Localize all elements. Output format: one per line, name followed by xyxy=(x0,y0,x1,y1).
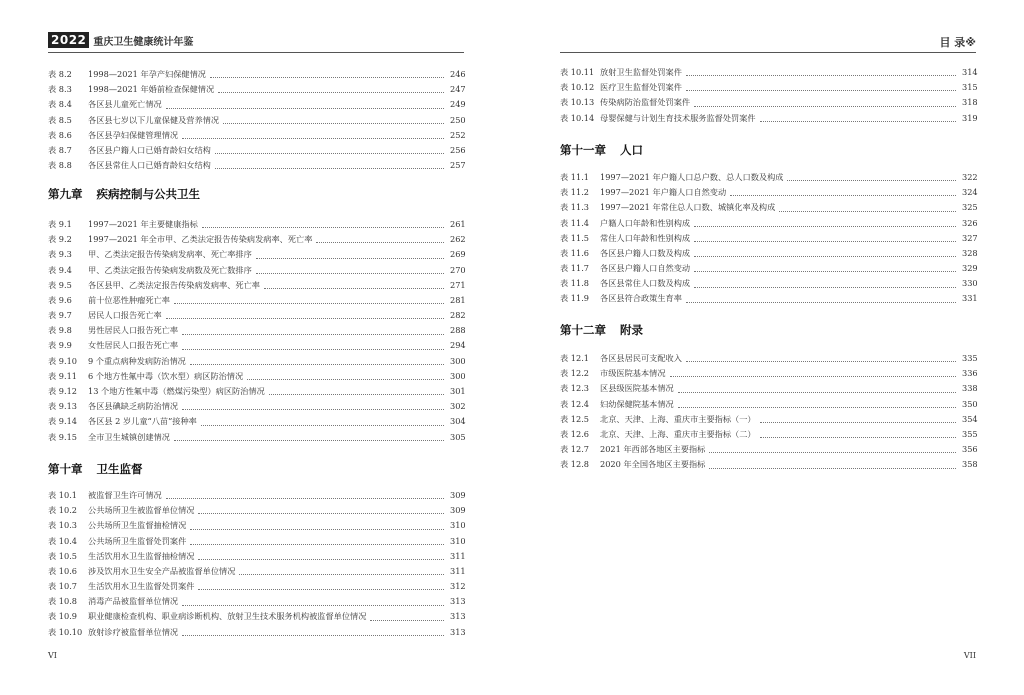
table-number: 表 10.6 xyxy=(48,565,78,576)
table-number: 表 9.15 xyxy=(48,431,78,442)
table-number: 表 10.8 xyxy=(48,596,78,607)
toc-entry[interactable] xyxy=(560,366,976,381)
page-ref: 322 xyxy=(962,171,978,182)
page-ref: 355 xyxy=(962,428,978,439)
toc-entry[interactable] xyxy=(48,369,464,384)
table-number: 表 10.13 xyxy=(560,97,595,108)
toc-entry[interactable] xyxy=(48,564,464,579)
table-number: 表 8.8 xyxy=(48,160,72,171)
dot-leader xyxy=(210,77,444,78)
table-title: 被监督卫生许可情况 xyxy=(88,489,162,500)
dot-leader xyxy=(166,318,444,319)
page-ref: 325 xyxy=(962,202,978,213)
page-ref: 329 xyxy=(962,263,978,274)
toc-entry[interactable] xyxy=(560,442,976,457)
table-number: 表 12.7 xyxy=(560,444,590,455)
dot-leader xyxy=(694,256,956,257)
table-title: 男性居民人口报告死亡率 xyxy=(88,325,179,336)
toc-entry[interactable] xyxy=(48,128,464,143)
toc-list xyxy=(560,170,976,307)
dot-leader xyxy=(670,376,956,377)
table-number: 表 9.6 xyxy=(48,294,72,305)
dot-leader xyxy=(182,334,444,335)
toc-entry[interactable] xyxy=(560,412,976,427)
toc-entry[interactable] xyxy=(48,247,464,262)
toc-entry[interactable] xyxy=(48,399,464,414)
toc-entry[interactable] xyxy=(48,339,464,354)
table-number: 表 10.4 xyxy=(48,535,78,546)
dot-leader xyxy=(198,559,444,560)
dot-leader xyxy=(256,258,444,259)
right-page xyxy=(512,0,1024,695)
chapter-heading[interactable] xyxy=(48,461,143,477)
table-number: 表 11.4 xyxy=(560,217,590,228)
table-title: 各区县甲、乙类法定报告传染病发病率、死亡率 xyxy=(88,279,260,290)
page-ref: 318 xyxy=(962,97,978,108)
page-ref: 261 xyxy=(450,218,466,229)
chapter-title: 附录 xyxy=(620,323,643,337)
toc-entry[interactable] xyxy=(48,97,464,112)
table-title: 涉及饮用水卫生安全产品被监督单位情况 xyxy=(88,565,236,576)
table-number: 表 10.11 xyxy=(560,66,595,77)
dot-leader xyxy=(215,168,444,169)
toc-entry[interactable] xyxy=(48,549,464,564)
table-title: 母婴保健与计划生育技术服务监督处罚案件 xyxy=(600,112,756,123)
toc-entry[interactable] xyxy=(48,263,464,278)
table-number: 表 9.8 xyxy=(48,325,72,336)
toc-entry[interactable] xyxy=(48,625,464,640)
table-title: 生活饮用水卫生监督抽检情况 xyxy=(88,550,195,561)
table-number: 表 10.2 xyxy=(48,505,78,516)
table-number: 表 9.7 xyxy=(48,310,72,321)
toc-entry[interactable] xyxy=(48,113,464,128)
page-ref: 252 xyxy=(450,129,466,140)
page-ref: 312 xyxy=(450,581,466,592)
table-title: 市级医院基本情况 xyxy=(600,368,666,379)
dot-leader xyxy=(223,123,444,124)
table-title: 全市卫生城镇创建情况 xyxy=(88,431,170,442)
table-title: 常住人口年龄和性别构成 xyxy=(600,232,691,243)
table-title: 户籍人口年龄和性别构成 xyxy=(600,217,691,228)
dot-leader xyxy=(166,498,444,499)
dot-leader xyxy=(709,452,956,453)
chapter-number: 第十章 xyxy=(48,462,83,476)
page-ref: 356 xyxy=(962,444,978,455)
page-ref: 304 xyxy=(450,416,466,427)
table-title: 女性居民人口报告死亡率 xyxy=(88,340,179,351)
dot-leader xyxy=(182,409,444,410)
chapter-title: 疾病控制与公共卫生 xyxy=(96,187,200,201)
table-title: 1998—2021 年婚前检查保健情况 xyxy=(88,84,215,95)
page-ref: 331 xyxy=(962,293,978,304)
table-number: 表 11.3 xyxy=(560,202,590,213)
table-number: 表 10.1 xyxy=(48,489,78,500)
table-number: 表 8.5 xyxy=(48,114,72,125)
page-ref: 350 xyxy=(962,398,978,409)
toc-entry[interactable] xyxy=(48,610,464,625)
dot-leader xyxy=(166,108,444,109)
toc-entry[interactable] xyxy=(48,143,464,158)
chapter-heading[interactable] xyxy=(48,186,200,202)
dot-leader xyxy=(370,620,444,621)
page-ref: 256 xyxy=(450,144,466,155)
toc-entry[interactable] xyxy=(560,276,976,291)
chapter-heading[interactable] xyxy=(560,322,643,338)
table-title: 消毒产品被监督单位情况 xyxy=(88,596,179,607)
dot-leader xyxy=(694,241,956,242)
dot-leader xyxy=(694,287,956,288)
page-ref: 311 xyxy=(450,565,466,576)
chapter-title: 卫生监督 xyxy=(96,462,143,476)
page-ref: 328 xyxy=(962,247,978,258)
dot-leader xyxy=(198,513,444,514)
year-logo: 2022 xyxy=(48,32,89,48)
page-ref: 302 xyxy=(450,401,466,412)
toc-list xyxy=(48,217,464,445)
table-title: 13 个地方性氟中毒（燃煤污染型）病区防治情况 xyxy=(88,386,265,397)
page-ref: 300 xyxy=(450,370,466,381)
toc-entry[interactable] xyxy=(48,323,464,338)
dot-leader xyxy=(316,242,444,243)
page-ref: 335 xyxy=(962,352,978,363)
dot-leader xyxy=(174,303,444,304)
toc-entry[interactable] xyxy=(48,534,464,549)
toc-entry[interactable] xyxy=(560,111,976,126)
toc-entry[interactable] xyxy=(48,503,464,518)
toc-entry[interactable] xyxy=(48,67,464,82)
toc-entry[interactable] xyxy=(48,82,464,97)
toc-entry[interactable] xyxy=(48,579,464,594)
page-ref: 324 xyxy=(962,187,978,198)
dot-leader xyxy=(787,180,956,181)
dot-leader xyxy=(686,75,956,76)
page-ref: 257 xyxy=(450,160,466,171)
table-number: 表 9.5 xyxy=(48,279,72,290)
toc-entry[interactable] xyxy=(48,518,464,533)
table-title: 甲、乙类法定报告传染病发病率、死亡率排序 xyxy=(88,249,252,260)
page-ref: 311 xyxy=(450,550,466,561)
page-ref: 294 xyxy=(450,340,466,351)
dot-leader xyxy=(678,392,956,393)
chapter-title: 人口 xyxy=(620,143,643,157)
page-ref: 305 xyxy=(450,431,466,442)
dot-leader xyxy=(201,425,444,426)
page-ref: 326 xyxy=(962,217,978,228)
table-number: 表 9.14 xyxy=(48,416,78,427)
table-number: 表 10.5 xyxy=(48,550,78,561)
table-number: 表 11.1 xyxy=(560,171,590,182)
dot-leader xyxy=(269,394,444,395)
toc-entry[interactable] xyxy=(560,351,976,366)
dot-leader xyxy=(264,288,444,289)
table-number: 表 12.3 xyxy=(560,383,590,394)
table-number: 表 12.4 xyxy=(560,398,590,409)
table-number: 表 11.8 xyxy=(560,278,590,289)
toc-entry[interactable] xyxy=(560,457,976,472)
table-number: 表 9.2 xyxy=(48,234,72,245)
table-title: 各区县户籍人口已婚育龄妇女结构 xyxy=(88,144,211,155)
page-ref: 313 xyxy=(450,596,466,607)
dot-leader xyxy=(686,361,956,362)
toc-entry[interactable] xyxy=(560,381,976,396)
yearbook-title: 重庆卫生健康统计年鉴 xyxy=(93,36,194,48)
table-number: 表 10.9 xyxy=(48,611,78,622)
page-ref: 300 xyxy=(450,355,466,366)
table-number: 表 11.2 xyxy=(560,187,590,198)
toc-entry[interactable] xyxy=(48,414,464,429)
table-title: 各区县符合政策生育率 xyxy=(600,293,682,304)
dot-leader xyxy=(760,437,956,438)
page-ref: 288 xyxy=(450,325,466,336)
table-number: 表 12.1 xyxy=(560,352,590,363)
page-ref: 313 xyxy=(450,626,466,637)
dot-leader xyxy=(247,379,444,380)
table-number: 表 9.12 xyxy=(48,386,78,397)
table-number: 表 11.9 xyxy=(560,293,590,304)
table-title: 各区县常住人口已婚育龄妇女结构 xyxy=(88,160,211,171)
toc-entry[interactable] xyxy=(560,95,976,110)
dot-leader xyxy=(760,422,956,423)
dot-leader xyxy=(256,273,444,274)
toc-entry[interactable] xyxy=(48,232,464,247)
toc-list xyxy=(560,351,976,473)
table-title: 各区县碘缺乏病防治情况 xyxy=(88,401,179,412)
toc-entry[interactable] xyxy=(48,158,464,173)
page-ref: 330 xyxy=(962,278,978,289)
table-title: 妇幼保健院基本情况 xyxy=(600,398,674,409)
dot-leader xyxy=(174,440,444,441)
toc-entry[interactable] xyxy=(48,293,464,308)
page-ref: 358 xyxy=(962,459,978,470)
table-number: 表 11.5 xyxy=(560,232,590,243)
dot-leader xyxy=(730,195,956,196)
toc-entry[interactable] xyxy=(48,488,464,503)
dot-leader xyxy=(215,153,444,154)
toc-list xyxy=(560,65,976,126)
toc-entry[interactable] xyxy=(560,216,976,231)
dot-leader xyxy=(182,349,444,350)
table-title: 职业健康检查机构、职业病诊断机构、放射卫生技术服务机构被监督单位情况 xyxy=(88,611,367,622)
table-title: 医疗卫生监督处罚案件 xyxy=(600,82,682,93)
yearbook-header xyxy=(48,32,193,48)
table-number: 表 9.3 xyxy=(48,249,72,260)
table-number: 表 8.4 xyxy=(48,99,72,110)
table-number: 表 8.3 xyxy=(48,84,72,95)
dot-leader xyxy=(190,364,444,365)
dot-leader xyxy=(694,271,956,272)
page-ref: 314 xyxy=(962,66,978,77)
page-ref: 315 xyxy=(962,82,978,93)
table-number: 表 9.4 xyxy=(48,264,72,275)
table-title: 甲、乙类法定报告传染病发病数及死亡数排序 xyxy=(88,264,252,275)
toc-entry[interactable] xyxy=(560,427,976,442)
table-number: 表 9.10 xyxy=(48,355,78,366)
table-title: 各区县户籍人口数及构成 xyxy=(600,247,691,258)
page-ref: 271 xyxy=(450,279,466,290)
table-title: 区县级医院基本情况 xyxy=(600,383,674,394)
toc-entry[interactable] xyxy=(48,384,464,399)
table-title: 1998—2021 年孕产妇保健情况 xyxy=(88,68,206,79)
table-number: 表 8.7 xyxy=(48,144,72,155)
toc-entry[interactable] xyxy=(48,354,464,369)
header-rule xyxy=(560,52,976,53)
page-number: VI xyxy=(48,651,57,660)
dot-leader xyxy=(686,90,956,91)
dot-leader xyxy=(779,211,956,212)
page-ref: 319 xyxy=(962,112,978,123)
table-number: 表 12.2 xyxy=(560,368,590,379)
table-title: 各区县儿童死亡情况 xyxy=(88,99,162,110)
table-number: 表 9.9 xyxy=(48,340,72,351)
toc-entry[interactable] xyxy=(560,292,976,307)
dot-leader xyxy=(190,544,444,545)
page-ref: 354 xyxy=(962,413,978,424)
dot-leader xyxy=(182,138,444,139)
dot-leader xyxy=(686,302,956,303)
page-ref: 269 xyxy=(450,249,466,260)
table-title: 放射诊疗被监督单位情况 xyxy=(88,626,179,637)
table-title: 公共场所卫生监督处罚案件 xyxy=(88,535,187,546)
toc-list xyxy=(48,67,464,173)
dot-leader xyxy=(182,635,444,636)
table-title: 各区县七岁以下儿童保健及营养情况 xyxy=(88,114,220,125)
table-number: 表 12.6 xyxy=(560,428,590,439)
page-ref: 301 xyxy=(450,386,466,397)
toc-entry[interactable] xyxy=(560,231,976,246)
table-number: 表 10.14 xyxy=(560,112,595,123)
toc-entry[interactable] xyxy=(48,217,464,232)
table-number: 表 9.1 xyxy=(48,218,72,229)
table-title: 北京、天津、上海、重庆市主要指标（二） xyxy=(600,428,756,439)
page-ref: 270 xyxy=(450,264,466,275)
page-ref: 327 xyxy=(962,232,978,243)
table-title: 9 个重点病种发病防治情况 xyxy=(88,355,186,366)
table-number: 表 11.7 xyxy=(560,263,590,274)
table-title: 传染病防治监督处罚案件 xyxy=(600,97,691,108)
table-title: 1997—2021 年全市甲、乙类法定报告传染病发病率、死亡率 xyxy=(88,234,313,245)
table-title: 1997—2021 年户籍人口总户数、总人口数及构成 xyxy=(600,171,784,182)
table-title: 各区县户籍人口自然变动 xyxy=(600,263,691,274)
table-number: 表 8.2 xyxy=(48,68,72,79)
table-number: 表 10.3 xyxy=(48,520,78,531)
toc-entry[interactable] xyxy=(48,278,464,293)
page-ref: 336 xyxy=(962,368,978,379)
table-title: 北京、天津、上海、重庆市主要指标（一） xyxy=(600,413,756,424)
page-ref: 309 xyxy=(450,489,466,500)
toc-entry[interactable] xyxy=(560,200,976,215)
table-title: 1997—2021 年常住总人口数、城镇化率及构成 xyxy=(600,202,776,213)
chapter-number: 第十二章 xyxy=(560,323,606,337)
table-title: 1997—2021 年主要健康指标 xyxy=(88,218,198,229)
table-title: 2021 年西部各地区主要指标 xyxy=(600,444,706,455)
table-title: 2020 年全国各地区主要指标 xyxy=(600,459,706,470)
table-number: 表 11.6 xyxy=(560,247,590,258)
toc-entry[interactable] xyxy=(560,397,976,412)
toc-entry[interactable] xyxy=(48,594,464,609)
page-ref: 250 xyxy=(450,114,466,125)
toc-entry[interactable] xyxy=(560,170,976,185)
table-number: 表 8.6 xyxy=(48,129,72,140)
dot-leader xyxy=(760,121,956,122)
dot-leader xyxy=(678,407,956,408)
page-ref: 281 xyxy=(450,294,466,305)
toc-entry[interactable] xyxy=(560,246,976,261)
dot-leader xyxy=(218,92,444,93)
dot-leader xyxy=(239,574,444,575)
table-number: 表 12.5 xyxy=(560,413,590,424)
dot-leader xyxy=(694,106,956,107)
table-number: 表 10.7 xyxy=(48,581,78,592)
table-number: 表 9.11 xyxy=(48,370,78,381)
chapter-number: 第九章 xyxy=(48,187,83,201)
contents-header: 目 录※ xyxy=(939,36,976,49)
toc-entry[interactable] xyxy=(48,308,464,323)
toc-entry[interactable] xyxy=(560,261,976,276)
page-ref: 338 xyxy=(962,383,978,394)
page-ref: 246 xyxy=(450,68,466,79)
table-title: 生活饮用水卫生监督处罚案件 xyxy=(88,581,195,592)
table-title: 放射卫生监督处罚案件 xyxy=(600,66,682,77)
dot-leader xyxy=(202,227,444,228)
table-title: 6 个地方性氟中毒（饮水型）病区防治情况 xyxy=(88,370,244,381)
page-ref: 247 xyxy=(450,84,466,95)
dot-leader xyxy=(190,529,444,530)
page-ref: 262 xyxy=(450,234,466,245)
page-ref: 310 xyxy=(450,520,466,531)
page-ref: 313 xyxy=(450,611,466,622)
page-ref: 310 xyxy=(450,535,466,546)
dot-leader xyxy=(694,226,956,227)
toc-list xyxy=(48,488,464,640)
dot-leader xyxy=(182,605,444,606)
page-ref: 282 xyxy=(450,310,466,321)
table-title: 居民人口报告死亡率 xyxy=(88,310,162,321)
header-rule xyxy=(48,52,464,53)
table-title: 公共场所卫生监督抽检情况 xyxy=(88,520,187,531)
table-title: 各区县 2 岁儿童“八苗”接种率 xyxy=(88,416,197,427)
table-title: 公共场所卫生被监督单位情况 xyxy=(88,505,195,516)
toc-entry[interactable] xyxy=(48,430,464,445)
page-ref: 249 xyxy=(450,99,466,110)
toc-entry[interactable] xyxy=(560,185,976,200)
toc-entry[interactable] xyxy=(560,80,976,95)
table-number: 表 10.10 xyxy=(48,626,83,637)
table-title: 1997—2021 年户籍人口自然变动 xyxy=(600,187,727,198)
table-title: 各区县常住人口数及构成 xyxy=(600,278,691,289)
chapter-number: 第十一章 xyxy=(560,143,606,157)
page-ref: 309 xyxy=(450,505,466,516)
table-number: 表 9.13 xyxy=(48,401,78,412)
table-title: 各区县居民可支配收入 xyxy=(600,352,682,363)
table-number: 表 12.8 xyxy=(560,459,590,470)
table-title: 各区县孕妇保健管理情况 xyxy=(88,129,179,140)
table-number: 表 10.12 xyxy=(560,82,595,93)
table-title: 前十位恶性肿瘤死亡率 xyxy=(88,294,170,305)
chapter-heading[interactable] xyxy=(560,142,643,158)
page-number: VII xyxy=(963,651,976,660)
dot-leader xyxy=(198,589,444,590)
dot-leader xyxy=(709,468,956,469)
toc-entry[interactable] xyxy=(560,65,976,80)
